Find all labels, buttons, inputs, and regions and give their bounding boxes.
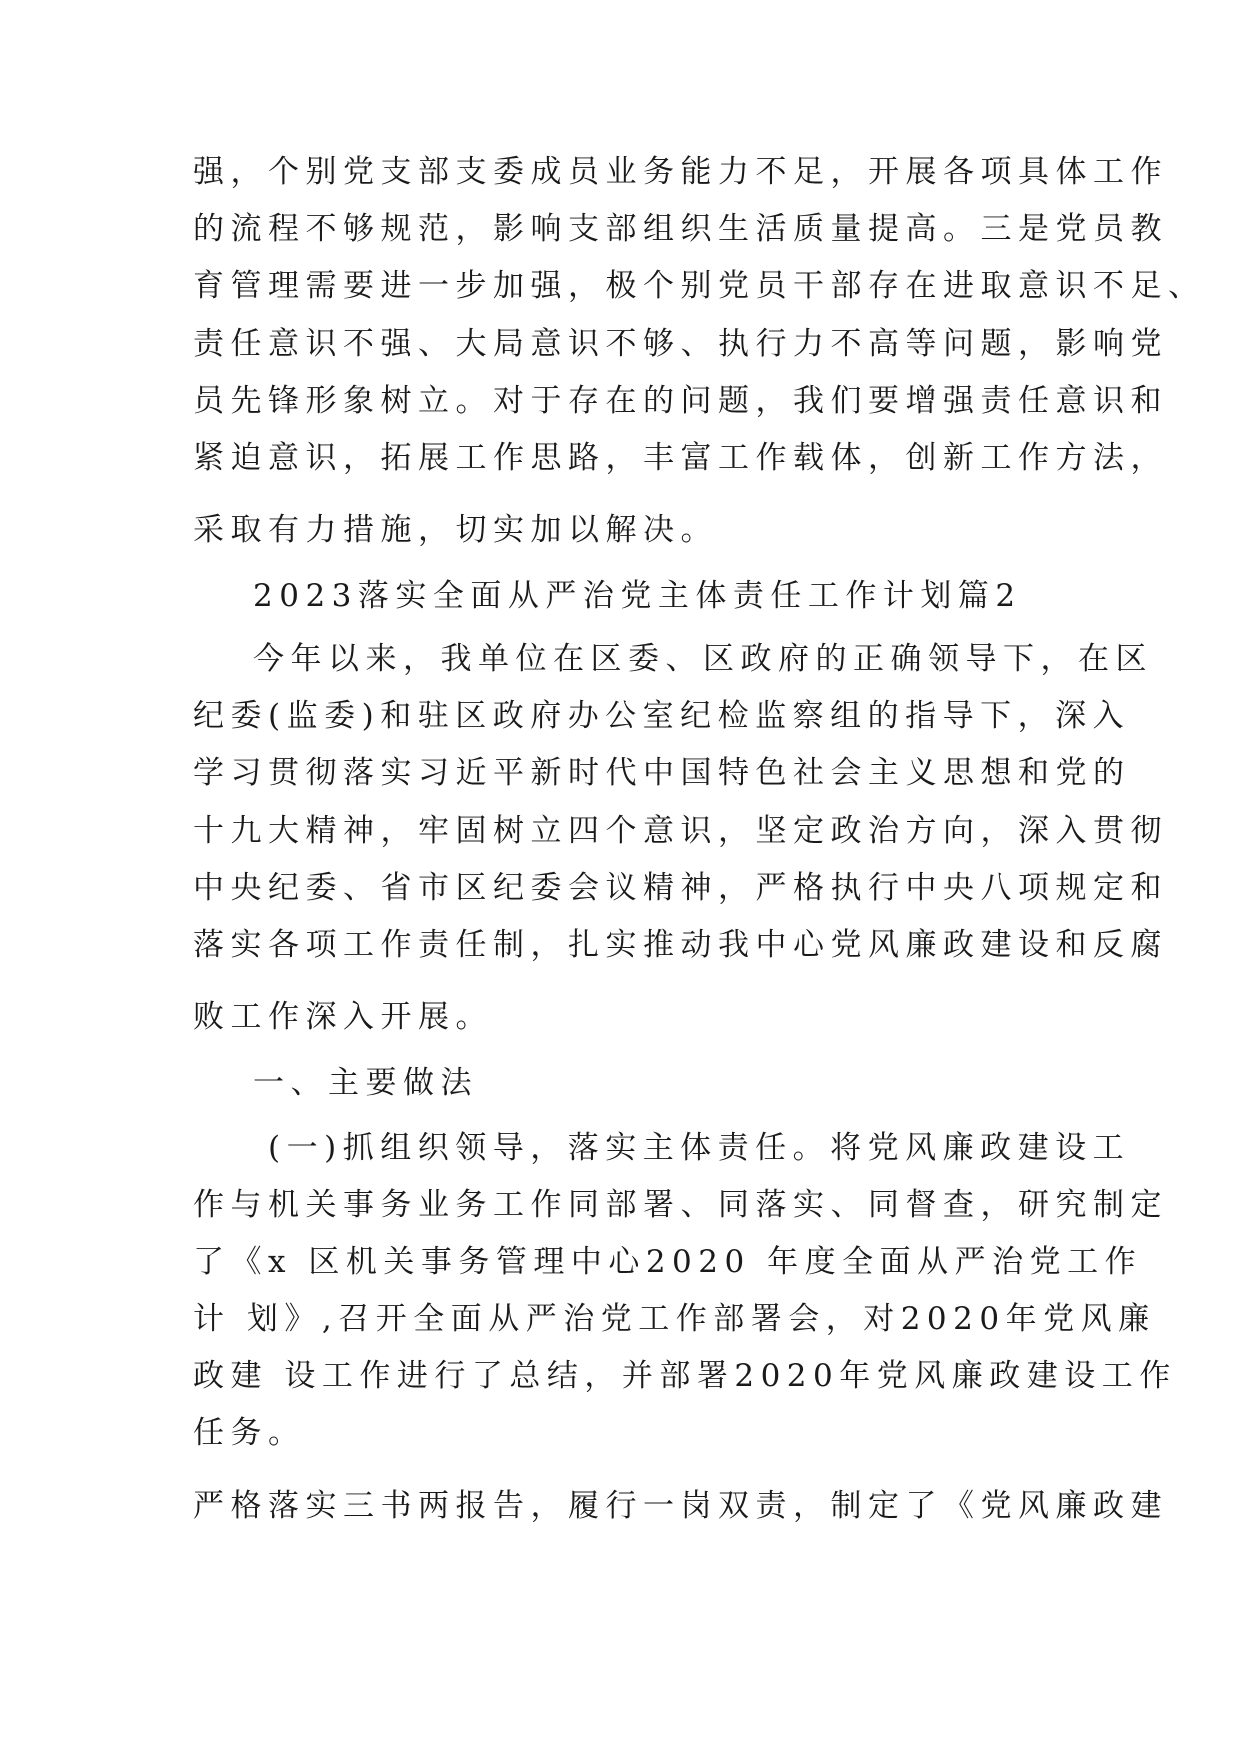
text-line: 败工作深入开展。 bbox=[193, 999, 493, 1035]
text-line: 政建 设工作进行了总结，并部署2020年党风廉政建设工作 bbox=[193, 1358, 1177, 1394]
text-line: 中央纪委、省市区纪委会议精神，严格执行中央八项规定和 bbox=[193, 870, 1168, 906]
text-line: 责任意识不强、大局意识不够、执行力不高等问题，影响党 bbox=[193, 326, 1168, 362]
text-line: 紧迫意识，拓展工作思路，丰富工作载体，创新工作方法， bbox=[193, 440, 1168, 476]
text-line: 育管理需要进一步加强，极个别党员干部存在进取意识不足、 bbox=[193, 268, 1206, 304]
text-line: 今年以来，我单位在区委、区政府的正确领导下，在区 bbox=[253, 641, 1153, 677]
text-line: 纪委(监委)和驻区政府办公室纪检监察组的指导下，深入 bbox=[193, 698, 1131, 734]
text-line: 员先锋形象树立。对于存在的问题，我们要增强责任意识和 bbox=[193, 383, 1168, 419]
text-line: 落实各项工作责任制，扎实推动我中心党风廉政建设和反腐 bbox=[193, 927, 1168, 963]
text-line: 任务。 bbox=[193, 1415, 306, 1451]
text-line: 强，个别党支部支委成员业务能力不足，开展各项具体工作 bbox=[193, 154, 1168, 190]
section-heading: 一、主要做法 bbox=[253, 1065, 478, 1101]
text-line: 采取有力措施，切实加以解决。 bbox=[193, 512, 718, 548]
text-line: 十九大精神，牢固树立四个意识，坚定政治方向，深入贯彻 bbox=[193, 813, 1168, 849]
text-line: 严格落实三书两报告，履行一岗双责，制定了《党风廉政建 bbox=[193, 1488, 1168, 1524]
text-line: (一)抓组织领导，落实主体责任。将党风廉政建设工 bbox=[268, 1130, 1131, 1166]
text-line: 的流程不够规范，影响支部组织生活质量提高。三是党员教 bbox=[193, 211, 1168, 247]
text-line: 了《x 区机关事务管理中心2020 年度全面从严治党工作 bbox=[193, 1244, 1143, 1280]
text-line: 作与机关事务业务工作同部署、同落实、同督查，研究制定 bbox=[193, 1187, 1168, 1223]
text-line: 计 划》,召开全面从严治党工作部署会，对2020年党风廉 bbox=[193, 1301, 1156, 1337]
section-title: 2023落实全面从严治党主体责任工作计划篇2 bbox=[253, 578, 1022, 614]
text-line: 学习贯彻落实习近平新时代中国特色社会主义思想和党的 bbox=[193, 755, 1131, 791]
